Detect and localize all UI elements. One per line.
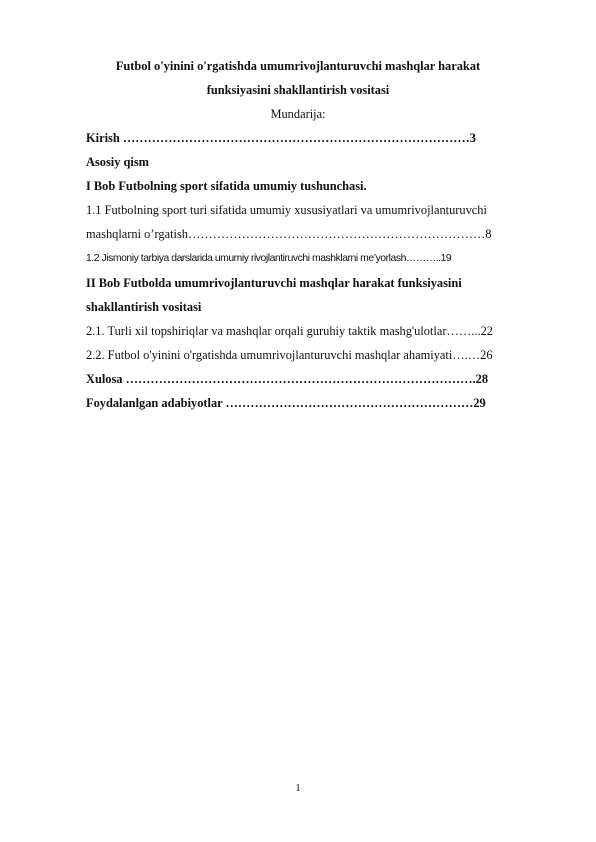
toc-entry-1-2: 1.2 Jismoniy tarbiya darslarida umumiy rivojlantiruvchi mashklarni me’yorlash………..19	[86, 253, 452, 264]
title-line-1: Futbol o'yinini o'rgatishda umumrivojlanturuvchi mashqlar harakat	[115, 59, 481, 73]
toc-entry-bob-2-line-2: shakllantirish vositasi	[86, 300, 202, 314]
toc-entry-1-1-line-1: 1.1 Futbolning sport turi sifatida umumiy xususiyatlari va umumrivojlanturuvchi	[86, 203, 487, 217]
toc-entry-asosiy-qism: Asosiy qism	[86, 155, 149, 169]
toc-entry-foydalanilgan-adabiyotlar: Foydalanlgan adabiyotlar ……………………………………………………29	[86, 396, 486, 410]
page-number: 1	[295, 782, 301, 794]
contents-heading: Mundarija:	[270, 107, 326, 121]
toc-entry-bob-2-line-1: II Bob Futbolda umumrivojlanturuvchi mashqlar harakat funksiyasini	[86, 276, 462, 290]
toc-entry-kirish: Kirish …………………………………………………………………………3	[86, 131, 476, 145]
title-line-2: funksiyasini shakllantirish vositasi	[206, 83, 390, 97]
toc-entry-2-1: 2.1. Turli xil topshiriqlar va mashqlar orqali guruhiy taktik mashg'ulotlar……...22	[86, 324, 493, 338]
toc-entry-xulosa: Xulosa ………………………………………………………………………….28	[86, 372, 489, 386]
toc-entry-2-2: 2.2. Futbol o'yinini o'rgatishda umumrivojlanturuvchi mashqlar ahamiyati….…26	[86, 348, 493, 362]
toc-entry-1-1-line-2: mashqlarni o’rgatish………………………………………………………………8	[86, 227, 492, 241]
toc-entry-bob-1: I Bob Futbolning sport sifatida umumiy tushunchasi.	[86, 179, 367, 193]
